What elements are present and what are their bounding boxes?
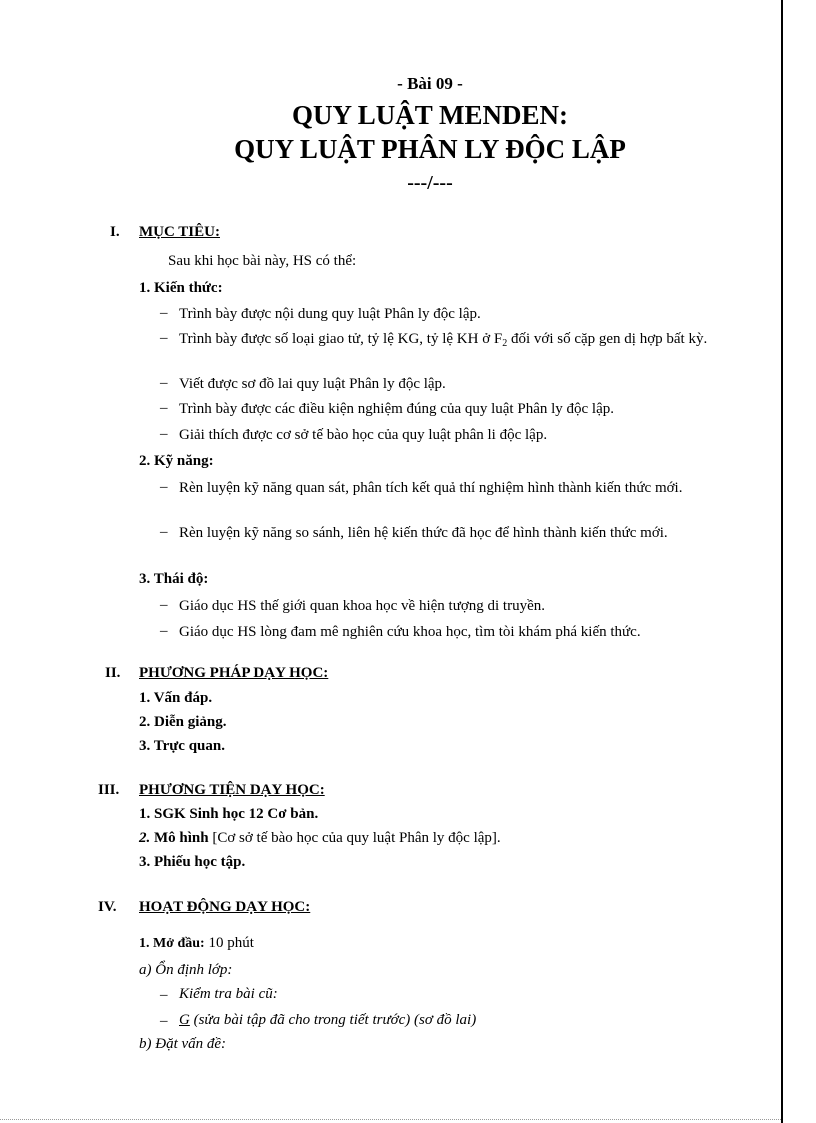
g-label: G (179, 1012, 190, 1028)
attitude-item: Giáo dục HS lòng đam mê nghiên cứu khoa học, tìm tòi khám phá kiến thức. (179, 624, 641, 640)
knowledge-heading: 1. Kiến thức: (139, 280, 223, 296)
dash-bullet: – (160, 426, 168, 442)
step-a: a) Ổn định lớp: (139, 962, 233, 978)
resource-item-number: 2. (139, 830, 151, 846)
page-edge-line (781, 0, 783, 1123)
section-4-numeral: IV. (98, 899, 117, 915)
dash-bullet: – (160, 305, 168, 321)
lesson-number: - Bài 09 - (397, 74, 463, 93)
knowledge-item: Viết được sơ đồ lai quy luật Phân ly độc lập. (179, 376, 446, 392)
section-3-heading: PHƯƠNG TIỆN DẠY HỌC: (139, 782, 325, 798)
method-item: 2. Diễn giảng. (139, 714, 227, 730)
opening-line (139, 935, 254, 952)
section-4-heading: HOẠT ĐỘNG DẠY HỌC: (139, 899, 311, 915)
resource-item: 3. Phiếu học tập. (139, 854, 246, 870)
knowledge-item (179, 329, 741, 354)
resource-item: 1. SGK Sinh học 12 Cơ bản. (139, 806, 319, 822)
dash-bullet: – (160, 597, 168, 613)
dash-bullet: – (160, 479, 168, 495)
skills-heading: 2. Kỹ năng: (139, 453, 214, 469)
step-a-item-rest: (sửa bài tập đã cho trong tiết trước) (sơ đồ lai) (189, 1012, 477, 1028)
dash-bullet: – (160, 400, 168, 416)
step-b: b) Đặt vấn đề: (139, 1036, 227, 1052)
section-1-heading: MỤC TIÊU: (139, 224, 220, 240)
knowledge-item-text: Trình bày được số loại giao tử, tỷ lệ KG, tỷ lệ KH ở F (179, 331, 503, 347)
resource-item (139, 830, 501, 847)
dash-bullet: – (160, 330, 168, 346)
attitude-item: Giáo dục HS thế giới quan khoa học về hiện tượng di truyền. (179, 598, 546, 614)
dash-bullet: – (160, 524, 168, 540)
method-item: 3. Trực quan. (139, 738, 225, 754)
section-1-numeral: I. (110, 224, 120, 240)
section-3-numeral: III. (98, 782, 120, 798)
resource-item-bold: Mô hình (150, 830, 209, 846)
dash-bullet: – (160, 375, 168, 391)
dash-bullet: – (160, 623, 168, 639)
section-2-numeral: II. (105, 665, 121, 681)
knowledge-item-text-rest: đối với số cặp gen dị hợp bất kỳ. (507, 331, 708, 347)
skills-item: Rèn luyện kỹ năng quan sát, phân tích kết quả thí nghiệm hình thành kiến thức mới. (179, 480, 683, 496)
title-separator: ---/--- (407, 172, 453, 194)
title-line-1: QUY LUẬT MENDEN: (291, 100, 568, 130)
subscript-number: 2 (502, 338, 508, 349)
attitude-heading: 3. Thái độ: (139, 571, 209, 587)
section-1-intro: Sau khi học bài này, HS có thể: (168, 253, 357, 269)
dash-bullet: – (160, 987, 168, 1003)
resource-item-rest: [Cơ sở tế bào học của quy luật Phân ly độc lập]. (208, 830, 501, 846)
section-2-heading: PHƯƠNG PHÁP DẠY HỌC: (139, 665, 329, 681)
title-line-2: QUY LUẬT PHÂN LY ĐỘC LẬP (234, 134, 626, 164)
opening-label: 1. Mở đầu: (139, 936, 205, 951)
step-a-item (179, 1012, 476, 1029)
page-bottom-border (0, 1119, 781, 1120)
dash-bullet: – (160, 1013, 168, 1029)
knowledge-item: Trình bày được các điều kiện nghiệm đúng của quy luật Phân ly độc lập. (179, 401, 614, 417)
knowledge-item: Trình bày được nội dung quy luật Phân ly độc lập. (179, 306, 481, 322)
opening-time: 10 phút (204, 935, 254, 951)
method-item: 1. Vấn đáp. (139, 690, 213, 706)
knowledge-item: Giải thích được cơ sở tế bào học của quy luật phân li độc lập. (179, 427, 548, 443)
step-a-item: Kiểm tra bài cũ: (179, 986, 278, 1002)
skills-item: Rèn luyện kỹ năng so sánh, liên hệ kiến thức đã học để hình thành kiến thức mới. (179, 525, 668, 541)
